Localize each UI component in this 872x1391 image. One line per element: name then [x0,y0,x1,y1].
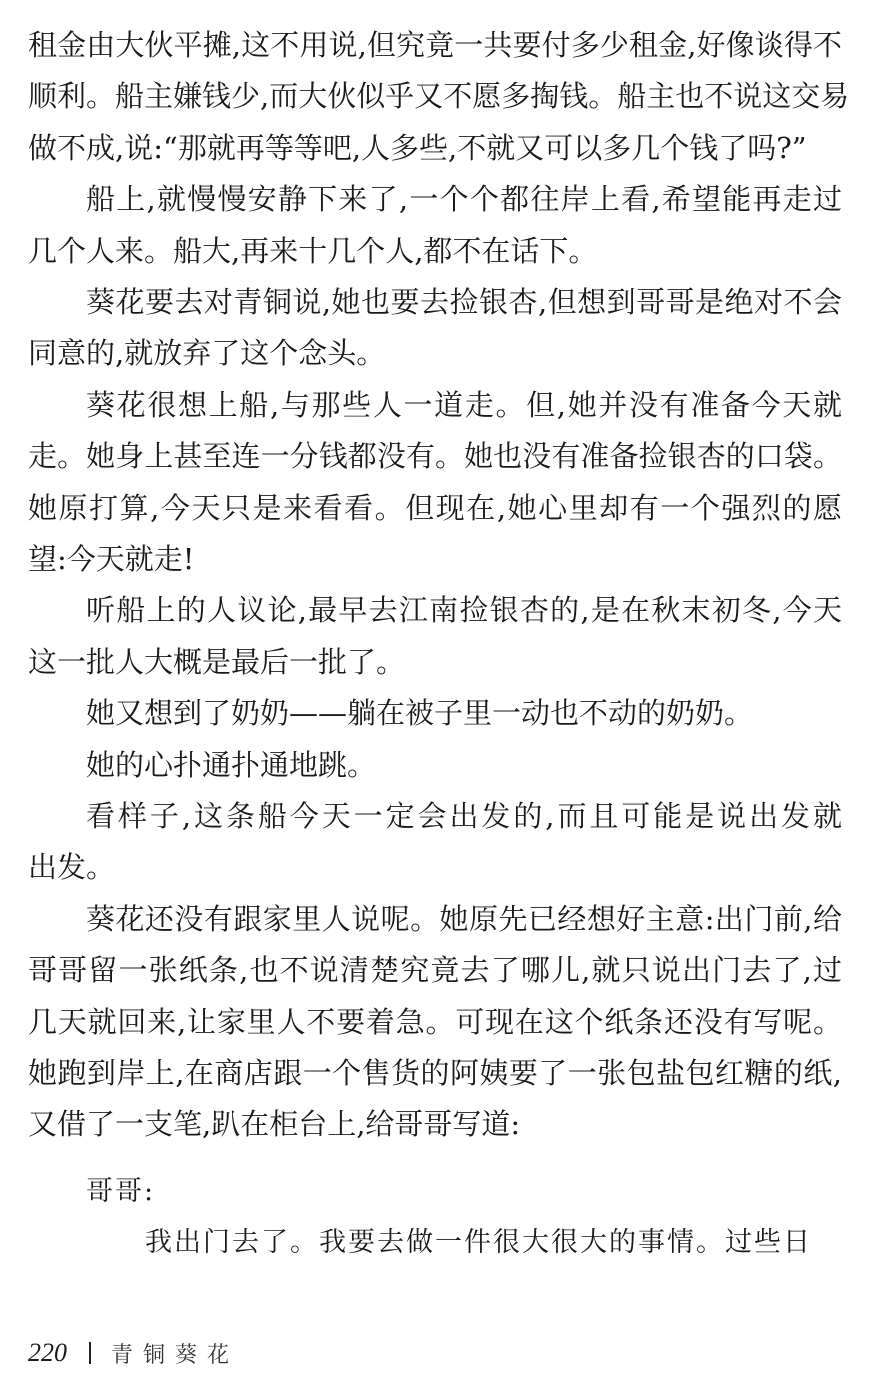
paragraph-line: 哥哥留一张纸条,也不说清楚究竟去了哪儿,就只说出门去了,过 [28,953,842,988]
paragraph-line: 这一批人大概是最后一批了。 [28,644,406,679]
paragraph-line: 望:今天就走! [28,542,195,576]
book-title: 青铜葵花 [111,1342,240,1368]
footer-divider [89,1342,91,1364]
paragraph-line: 她原打算,今天只是来看看。但现在,她心里却有一个强烈的愿 [28,490,842,525]
paragraph-line: 走。她身上甚至连一分钱都没有。她也没有准备捡银杏的口袋。 [28,439,842,474]
paragraph-line: 她的心扑通扑通地跳。 [86,747,377,782]
paragraph-line: 几个人来。船大,再来十几个人,都不在话下。 [28,233,598,268]
letter-body: 我出门去了。我要去做一件很大很大的事情。过些日 [145,1227,812,1258]
paragraph-line: 同意的,就放弃了这个念头。 [28,336,386,371]
paragraph-line: 葵花要去对青铜说,她也要去捡银杏,但想到哥哥是绝对不会 [86,285,842,319]
paragraph-line: 做不成,说:“那就再等等吧,人多些,不就又可以多几个钱了吗?” [28,130,807,165]
paragraph-line: 顺利。船主嫌钱少,而大伙似乎又不愿多掏钱。船主也不说这交易 [28,79,850,114]
page-footer [28,1333,239,1373]
paragraph-line: 葵花还没有跟家里人说呢。她原先已经想好主意:出门前,给 [86,901,842,936]
paragraph-line: 听船上的人议论,最早去江南捡银杏的,是在秋末初冬,今天 [86,593,842,628]
paragraph-line: 她又想到了奶奶——躺在被子里一动也不动的奶奶。 [86,696,754,731]
page-number: 220 [28,1338,67,1367]
paragraph-line: 又借了一支笔,趴在柜台上,给哥哥写道: [28,1107,521,1142]
paragraph-line: 看样子,这条船今天一定会出发的,而且可能是说出发就 [86,799,842,833]
paragraph-line: 租金由大伙平摊,这不用说,但究竟一共要付多少租金,好像谈得不 [28,28,842,62]
paragraph-line: 几天就回来,让家里人不要着急。可现在这个纸条还没有写呢。 [28,1004,842,1039]
paragraph-line: 葵花很想上船,与那些人一道走。但,她并没有准备今天就 [86,387,842,422]
paragraph-line: 出发。 [28,850,116,885]
paragraph-line: 她跑到岸上,在商店跟一个售货的阿姨要了一张包盐包红糖的纸, [28,1056,842,1090]
paragraph-line: 船上,就慢慢安静下来了,一个个都往岸上看,希望能再走过 [86,182,842,217]
letter-salutation: 哥哥: [86,1176,156,1207]
